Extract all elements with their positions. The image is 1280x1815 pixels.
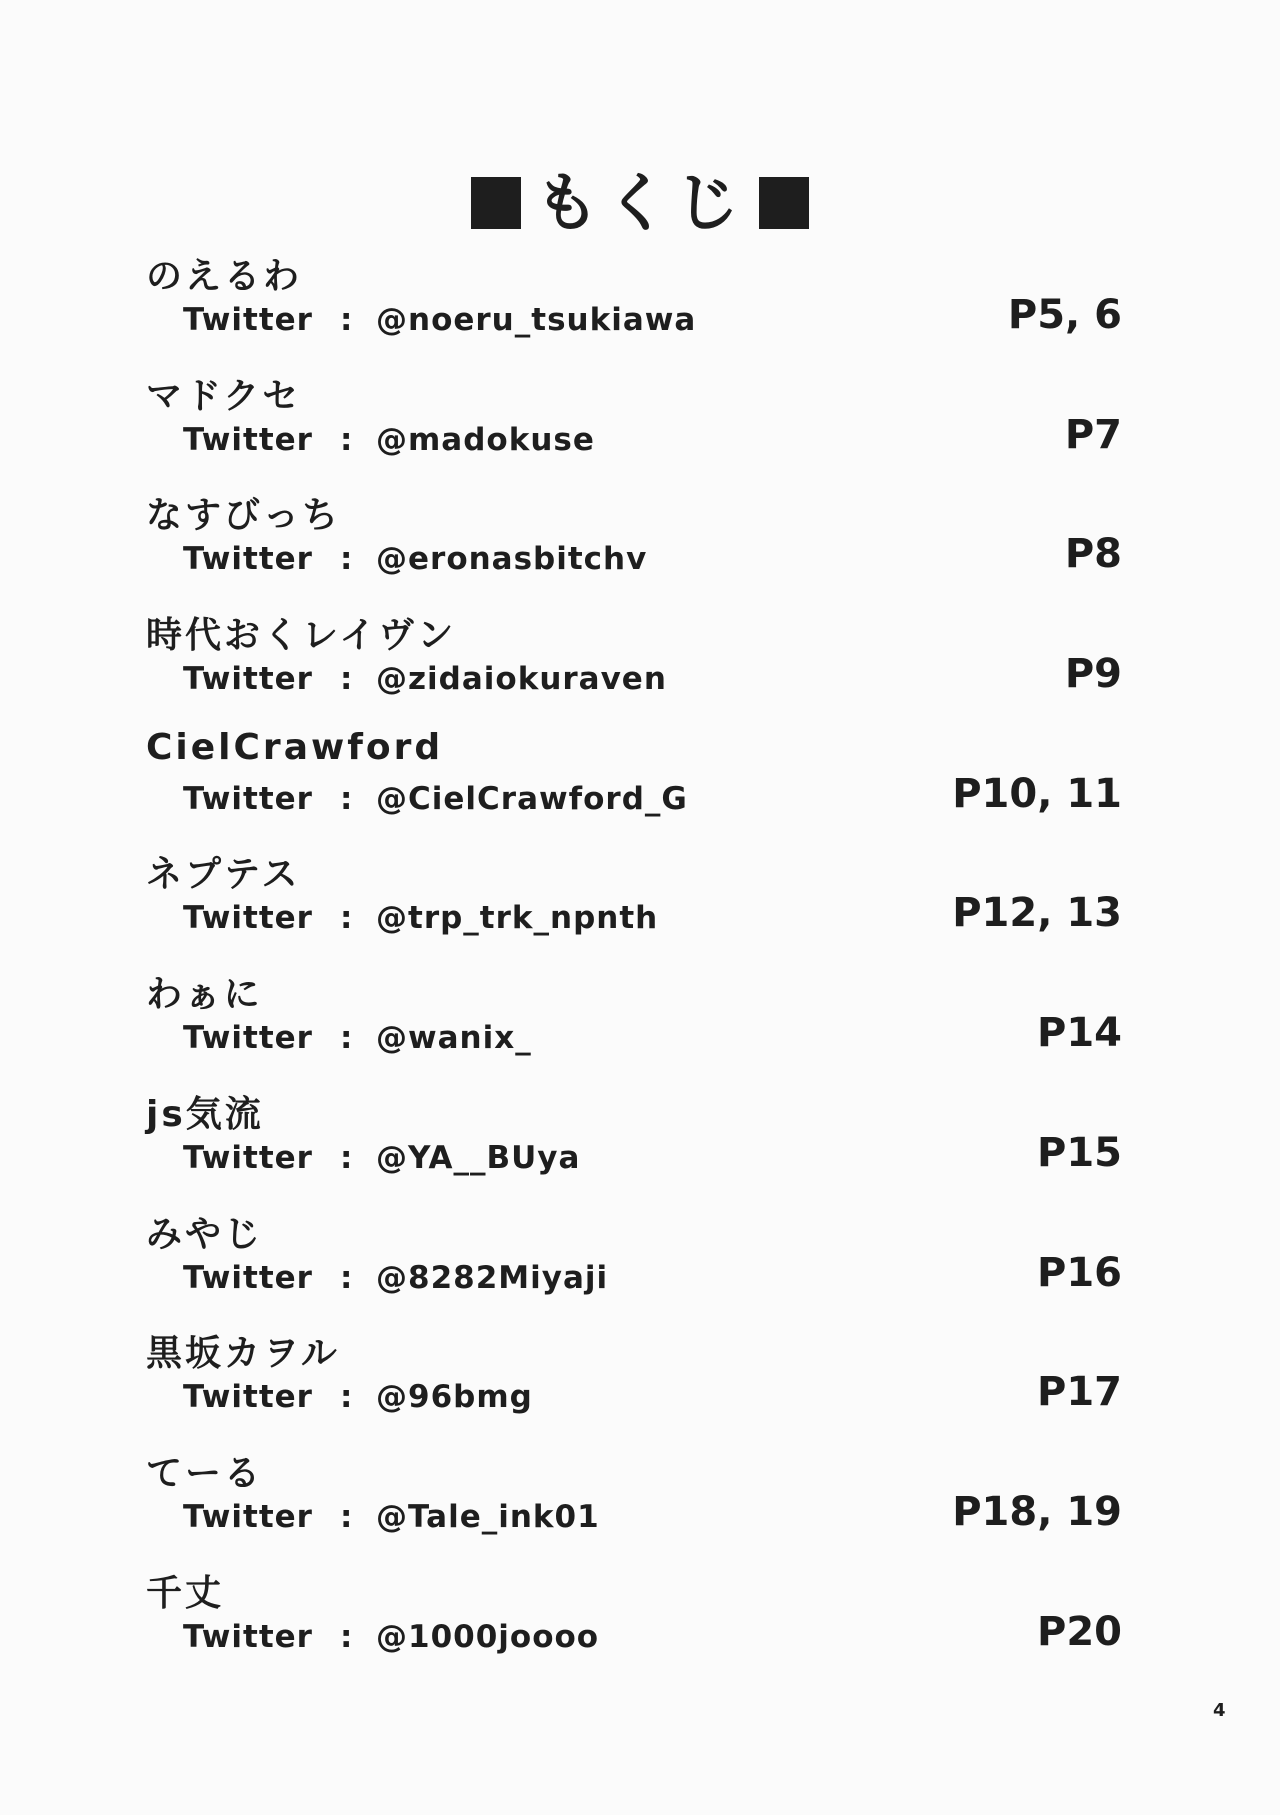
contents-entry — [0, 1565, 1280, 1685]
contents-entry — [0, 1445, 1280, 1565]
colon: : — [340, 1618, 353, 1655]
artist-name: 黒坂カヲル — [146, 1333, 340, 1375]
page-reference: P18, 19 — [952, 1488, 1122, 1535]
contents-list — [0, 248, 1280, 1684]
page-reference: P15 — [1037, 1129, 1122, 1176]
twitter-handle: @1000joooo — [376, 1618, 600, 1655]
twitter-handle: @CielCrawford_G — [376, 780, 688, 817]
page-reference: P12, 13 — [952, 890, 1122, 937]
twitter-handle: @Tale_ink01 — [376, 1498, 600, 1535]
page-reference: P9 — [1064, 651, 1122, 698]
twitter-handle: @8282Miyaji — [376, 1259, 609, 1296]
artist-name: みやじ — [146, 1213, 264, 1255]
page-title — [0, 152, 1280, 244]
square-bullet-icon — [759, 177, 809, 229]
twitter-handle: @trp_trk_npnth — [376, 900, 659, 937]
contents-entry — [0, 846, 1280, 966]
title-text: もくじ — [535, 167, 745, 241]
contents-entry — [0, 1086, 1280, 1206]
contents-entry — [0, 607, 1280, 727]
colon: : — [340, 661, 353, 698]
twitter-label: Twitter — [183, 1259, 313, 1296]
contents-entry — [0, 1206, 1280, 1326]
artist-name: わぁに — [146, 974, 263, 1016]
contents-entry — [0, 248, 1280, 368]
twitter-handle: @eronasbitchv — [376, 541, 648, 578]
colon: : — [340, 421, 353, 458]
artist-name: 時代おくレイヴン — [146, 615, 457, 657]
page-reference: P14 — [1037, 1010, 1122, 1057]
twitter-label: Twitter — [183, 421, 313, 458]
page-reference: P8 — [1064, 531, 1122, 578]
twitter-label: Twitter — [183, 900, 313, 937]
contents-entry — [0, 368, 1280, 488]
twitter-label: Twitter — [183, 541, 313, 578]
twitter-label: Twitter — [183, 780, 313, 817]
page-reference: P20 — [1037, 1608, 1122, 1655]
square-bullet-icon — [471, 177, 521, 229]
twitter-handle: @wanix_ — [376, 1020, 532, 1057]
page-reference: P17 — [1037, 1369, 1122, 1416]
artist-name: なすびっち — [146, 495, 342, 537]
colon: : — [340, 1498, 353, 1535]
twitter-label: Twitter — [183, 1498, 313, 1535]
twitter-label: Twitter — [183, 302, 313, 338]
colon: : — [340, 1020, 353, 1057]
artist-name: CielCrawford — [146, 726, 444, 768]
twitter-handle: @madokuse — [376, 421, 595, 458]
contents-entry — [0, 727, 1280, 847]
twitter-label: Twitter — [183, 1139, 313, 1176]
colon: : — [340, 1379, 353, 1416]
page-reference: P5, 6 — [1007, 292, 1122, 338]
contents-entry — [0, 966, 1280, 1086]
page-number: 4 — [1213, 1700, 1226, 1721]
contents-entry — [0, 487, 1280, 607]
colon: : — [340, 900, 353, 937]
twitter-label: Twitter — [183, 661, 313, 698]
colon: : — [340, 541, 353, 578]
artist-name: のえるわ — [146, 256, 303, 297]
colon: : — [340, 1259, 353, 1296]
contents-entry — [0, 1325, 1280, 1445]
page-reference: P10, 11 — [952, 770, 1122, 817]
page-reference: P7 — [1064, 411, 1122, 458]
page-reference: P16 — [1037, 1249, 1122, 1296]
twitter-handle: @zidaiokuraven — [376, 661, 667, 698]
twitter-handle: @noeru_tsukiawa — [376, 302, 697, 338]
artist-name: てーる — [146, 1452, 264, 1494]
colon: : — [340, 302, 353, 338]
twitter-label: Twitter — [183, 1618, 313, 1655]
artist-name: js気流 — [146, 1093, 264, 1135]
artist-name: ネプテス — [146, 854, 301, 896]
twitter-label: Twitter — [183, 1379, 313, 1416]
artist-name: マドクセ — [146, 375, 302, 417]
twitter-label: Twitter — [183, 1020, 313, 1057]
colon: : — [340, 1139, 353, 1176]
colon: : — [340, 780, 353, 817]
twitter-handle: @YA__BUya — [376, 1139, 581, 1176]
artist-name: 千丈 — [146, 1572, 225, 1614]
twitter-handle: @96bmg — [376, 1379, 533, 1416]
